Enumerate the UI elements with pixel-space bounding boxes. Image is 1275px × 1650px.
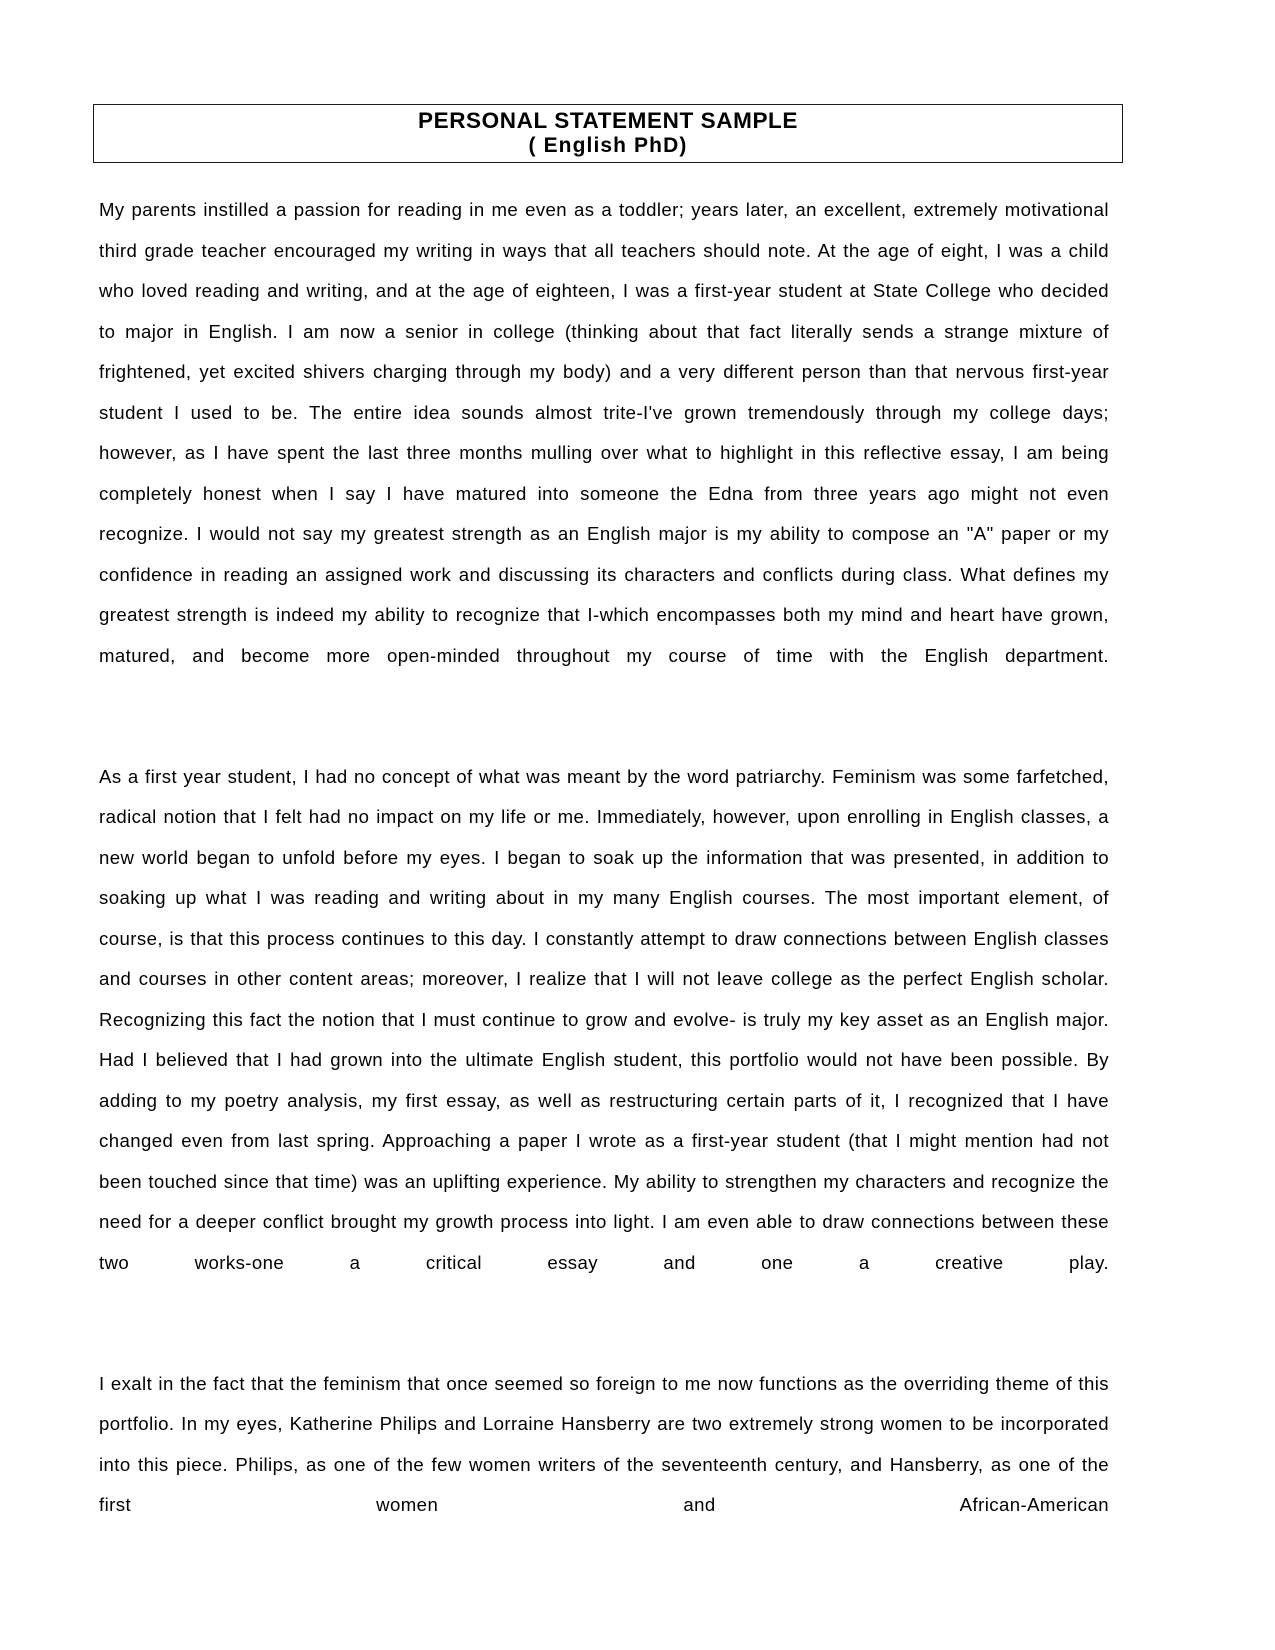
body-paragraph-1: My parents instilled a passion for reading in me even as a toddler; years later, an excellent, extremely motivational third grade teacher encouraged my writing in ways that all teachers should note. At the age of eight, I was a child who loved reading and writing, and at the age of eighteen, I was a first-year student at State College who decided to major in English. I am now a senior in college (thinking about that fact literally sends a strange mixture of frightened, yet excited shivers charging through my body) and a very different person than that nervous first-year student I used to be. The entire idea sounds almost trite-I've grown tremendously through my college days; however, as I have spent the last three months mulling over what to highlight in this reflective essay, I am being completely honest when I say I have matured into someone the Edna from three years ago might not even recognize. I would not say my greatest strength as an English major is my ability to compose an "A" paper or my confidence in reading an assigned work and discussing its characters and conflicts during class. What defines my greatest strength is indeed my ability to recognize that I-which encompasses both my mind and heart have grown, matured, and become more open-minded throughout my course of time with the English department. [99, 199, 1109, 666]
title-header-box [93, 104, 1123, 163]
document-title-primary: PERSONAL STATEMENT SAMPLE [417, 107, 799, 133]
body-paragraph-2: As a first year student, I had no concept of what was meant by the word patriarchy. Feminism was some farfetched, radical notion that I felt had no impact on my life or me. Immediately, however, upon enrolling in English classes, a new world began to unfold before my eyes. I began to soak up the information that was presented, in addition to soaking up what I was reading and writing about in my many English courses. The most important element, of course, is that this process continues to this day. I constantly attempt to draw connections between English classes and courses in other content areas; moreover, I realize that I will not leave college as the perfect English scholar. Recognizing this fact the notion that I must continue to grow and evolve- is truly my key asset as an English major. Had I believed that I had grown into the ultimate English student, this portfolio would not have been possible. By adding to my poetry analysis, my first essay, as well as restructuring certain parts of it, I recognized that I have changed even from last spring. Approaching a paper I wrote as a first-year student (that I might mention had not been touched since that time) was an uplifting experience. My ability to strengthen my characters and recognize the need for a deeper conflict brought my growth process into light. I am even able to draw connections between these two works-one a critical essay and one a creative play. [99, 765, 1109, 1273]
document-body [99, 190, 1109, 1566]
body-paragraph-3: I exalt in the fact that the feminism that once seemed so foreign to me now functions as the overriding theme of this portfolio. In my eyes, Katherine Philips and Lorraine Hansberry are two extremely strong women to be incorporated into this piece. Philips, as one of the few women writers of the seventeenth century, and Hansberry, as one of the first women and African-American [99, 1372, 1109, 1515]
document-title-subtitle: ( English PhD) [528, 134, 688, 158]
